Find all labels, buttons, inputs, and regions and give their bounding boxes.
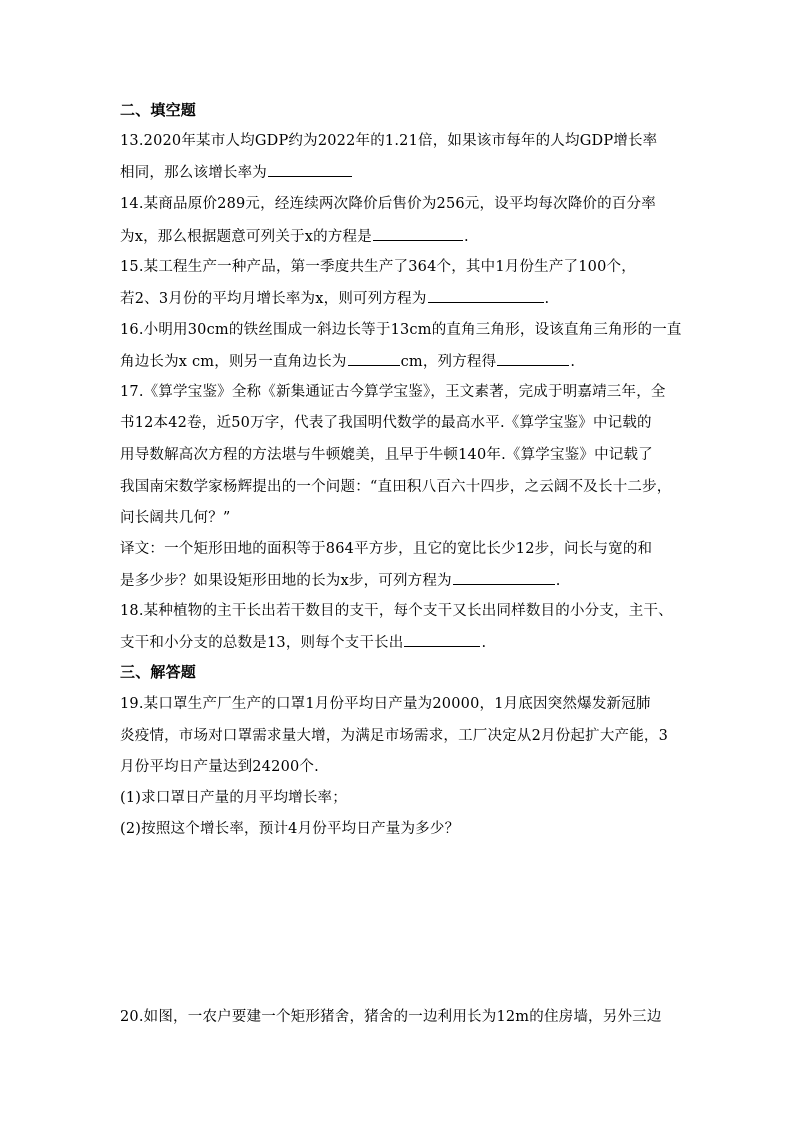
q19-part2: (2)按照这个增长率，预计4月份平均日产量为多少？: [120, 821, 460, 837]
q17-line6: 译文：一个矩形田地的面积等于864平方步，且它的宽比长少12步，问长与宽的和: [120, 541, 653, 557]
q13-line1: 13.2020年某市人均GDP约为2022年的1.21倍，如果该市每年的人均GDP增长率: [120, 133, 658, 149]
q18-text: 支干和小分支的总数是13，则每个支干长出: [120, 635, 404, 651]
q19-line1: 19.某口罩生产厂生产的口罩1月份平均日产量为20000，1月底因突然爆发新冠肺: [120, 696, 651, 712]
q18-line1: 18.某种植物的主干长出若干数目的支干，每个支干又长出同样数目的小分支，主干、: [120, 603, 673, 619]
q14-period: .: [463, 229, 469, 245]
q15-line1: 15.某工程生产一种产品，第一季度共生产了364个，其中1月份生产了100个，: [120, 259, 636, 275]
q17-line3: 用导数解高次方程的方法堪与牛顿媲美，且早于牛顿140年.《算学宝鉴》中记载了: [120, 447, 653, 463]
q20-line1: 20.如图，一农户要建一个矩形猪舍，猪舍的一边利用长为12m的住房墙，另外三边: [120, 1009, 662, 1025]
q18-answer-blank[interactable]: [404, 632, 480, 647]
q18-period: .: [481, 635, 487, 651]
q19-part1: (1)求口罩日产量的月平均增长率；: [120, 790, 347, 806]
q14-line2: [120, 226, 469, 247]
q15-period: .: [544, 291, 550, 307]
q19-line3: 月份平均日产量达到24200个.: [120, 759, 319, 775]
q14-text: 为x，那么根据题意可列关于x的方程是: [120, 229, 372, 245]
q17-period: .: [555, 573, 561, 589]
q15-line2: [120, 288, 549, 309]
q15-text: 若2、3月份的平均月增长率为x，则可列方程为: [120, 291, 427, 307]
section-heading-fill-blank: 二、填空题: [120, 101, 197, 119]
q16-text-b: cm，列方程得: [400, 354, 497, 370]
q17-line2: 书12本42卷，近50万字，代表了我国明代数学的最高水平.《算学宝鉴》中记载的: [120, 415, 652, 431]
q17-text: 是多少步？如果设矩形田地的长为x步，可列方程为: [120, 573, 452, 589]
q17-line4: 我国南宋数学家杨辉提出的一个问题：“直田积八百六十四步，之云阔不及长十二步，: [120, 479, 672, 495]
q14-line1: 14.某商品原价289元，经连续两次降价后售价为256元，设平均每次降价的百分率: [120, 196, 656, 212]
q14-answer-blank[interactable]: [373, 226, 463, 241]
q18-line2: [120, 632, 486, 653]
q17-line1: 17.《算学宝鉴》全称《新集通证古今算学宝鉴》，王文素著，完成于明嘉靖三年，全: [120, 384, 666, 400]
q19-line2: 炎疫情，市场对口罩需求量大增，为满足市场需求，工厂决定从2月份起扩大产能，3: [120, 728, 669, 744]
q16-text-a: 角边长为x cm，则另一直角边长为: [120, 354, 347, 370]
q16-answer-blank-1[interactable]: [348, 351, 400, 366]
q16-line2: [120, 351, 575, 372]
q13-line2: [120, 162, 353, 183]
q13-text: 相同，那么该增长率为: [120, 165, 267, 181]
q16-answer-blank-2[interactable]: [497, 351, 569, 366]
q16-line1: 16.小明用30cm的铁丝围成一斜边长等于13cm的直角三角形，设该直角三角形的一直: [120, 322, 682, 338]
q16-period: .: [570, 354, 576, 370]
q17-line5: 问长阔共几何？”: [120, 510, 231, 526]
q17-line7: [120, 570, 561, 591]
q15-answer-blank[interactable]: [428, 288, 544, 303]
q17-answer-blank[interactable]: [453, 570, 555, 585]
section-heading-answer: 三、解答题: [120, 663, 197, 681]
q13-answer-blank[interactable]: [268, 162, 352, 177]
